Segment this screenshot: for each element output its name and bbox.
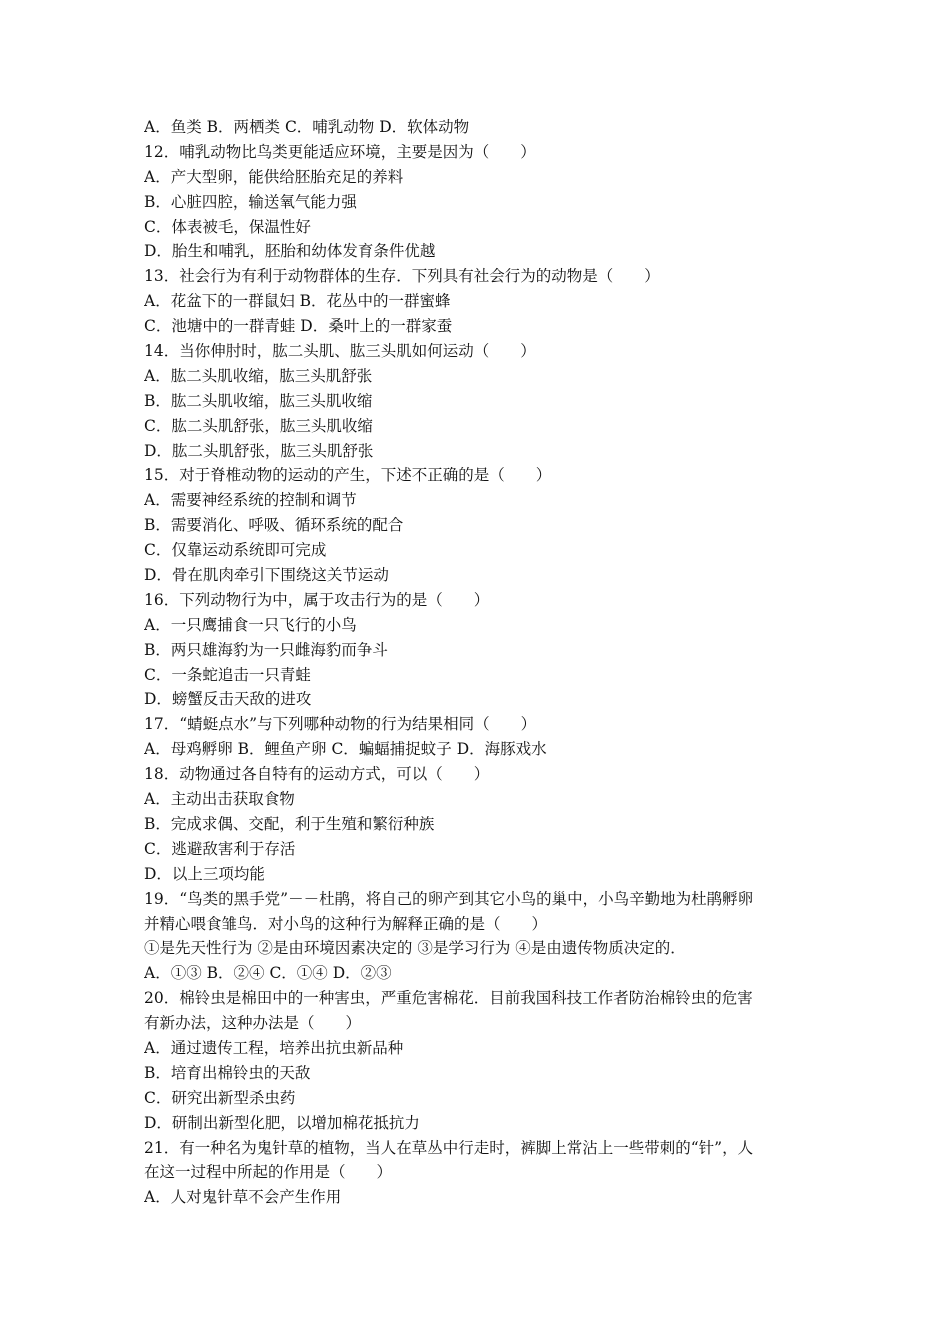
- q14-option-d: D．肱二头肌舒张，肱三头肌舒张: [144, 441, 374, 460]
- q13-options-ab: A．花盆下的一群鼠妇 B．花丛中的一群蜜蜂: [144, 292, 451, 311]
- q12-option-b: B．心脏四腔，输送氧气能力强: [144, 192, 357, 211]
- q16-option-c: C．一条蛇追击一只青蛙: [144, 665, 311, 684]
- question-12-stem: 12．哺乳动物比鸟类更能适应环境，主要是因为（ ）: [144, 142, 536, 161]
- q15-option-d: D．骨在肌肉牵引下围绕这关节运动: [144, 566, 389, 585]
- q16-option-b: B．两只雄海豹为一只雌海豹而争斗: [144, 640, 388, 659]
- q18-option-c: C．逃避敌害利于存活: [144, 839, 296, 858]
- q19-options: A．①③ B．②④ C．①④ D．②③: [144, 964, 392, 983]
- q15-option-a: A．需要神经系统的控制和调节: [144, 491, 357, 510]
- question-19-stem-line-1: 19．“鸟类的黑手党”－－杜鹃，将自己的卵产到其它小鸟的巢中，小鸟辛勤地为杜鹃孵卵: [144, 889, 754, 908]
- question-19-stem-line-2: 并精心喂食雏鸟．对小鸟的这种行为解释正确的是（ ）: [144, 914, 548, 933]
- q21-option-a: A．人对鬼针草不会产生作用: [144, 1188, 342, 1207]
- q17-options: A．母鸡孵卵 B．鲤鱼产卵 C．蝙蝠捕捉蚊子 D．海豚戏水: [144, 740, 547, 759]
- q12-option-c: C．体表被毛，保温性好: [144, 217, 311, 236]
- q14-option-c: C．肱二头肌舒张，肱三头肌收缩: [144, 416, 373, 435]
- question-13-stem: 13．社会行为有利于动物群体的生存．下列具有社会行为的动物是（ ）: [144, 267, 660, 286]
- question-21-stem-line-2: 在这一过程中所起的作用是（ ）: [144, 1163, 393, 1182]
- question-18-stem: 18．动物通过各自特有的运动方式，可以（ ）: [144, 765, 490, 784]
- q12-option-d: D．胎生和哺乳，胚胎和幼体发育条件优越: [144, 242, 436, 261]
- q14-option-b: B．肱二头肌收缩，肱三头肌收缩: [144, 391, 373, 410]
- q20-option-c: C．研究出新型杀虫药: [144, 1088, 296, 1107]
- q18-option-b: B．完成求偶、交配，利于生殖和繁衍种族: [144, 814, 435, 833]
- q15-option-b: B．需要消化、呼吸、循环系统的配合: [144, 516, 404, 535]
- q18-option-d: D．以上三项均能: [144, 864, 265, 883]
- q20-option-b: B．培育出棉铃虫的天敌: [144, 1063, 311, 1082]
- q14-option-a: A．肱二头肌收缩，肱三头肌舒张: [144, 366, 373, 385]
- q18-option-a: A．主动出击获取食物: [144, 790, 295, 809]
- question-20-stem-line-1: 20．棉铃虫是棉田中的一种害虫，严重危害棉花．目前我国科技工作者防治棉铃虫的危害: [144, 989, 753, 1008]
- question-14-stem: 14．当你伸肘时，肱二头肌、肱三头肌如何运动（ ）: [144, 342, 536, 361]
- q16-option-a: A．一只鹰捕食一只飞行的小鸟: [144, 615, 357, 634]
- q19-statements: ①是先天性行为 ②是由环境因素决定的 ③是学习行为 ④是由遗传物质决定的．: [144, 939, 686, 958]
- q20-option-d: D．研制出新型化肥，以增加棉花抵抗力: [144, 1113, 420, 1132]
- q16-option-d: D．螃蟹反击天敌的进攻: [144, 690, 312, 709]
- q13-options-cd: C．池塘中的一群青蛙 D．桑叶上的一群家蚕: [144, 317, 453, 336]
- question-17-stem: 17．“蜻蜓点水”与下列哪种动物的行为结果相同（ ）: [144, 715, 537, 734]
- question-16-stem: 16．下列动物行为中，属于攻击行为的是（ ）: [144, 590, 490, 609]
- q15-option-c: C．仅靠运动系统即可完成: [144, 541, 327, 560]
- option-line-q11: A．鱼类 B．两栖类 C．哺乳动物 D．软体动物: [144, 118, 470, 136]
- question-20-stem-line-2: 有新办法，这种办法是（ ）: [144, 1014, 362, 1033]
- question-text-block: [144, 115, 809, 1210]
- question-21-stem-line-1: 21．有一种名为鬼针草的植物，当人在草丛中行走时，裤脚上常沾上一些带刺的“针”，人: [144, 1138, 754, 1157]
- q20-option-a: A．通过遗传工程，培养出抗虫新品种: [144, 1038, 404, 1057]
- q12-option-a: A．产大型卵，能供给胚胎充足的养料: [144, 167, 404, 186]
- question-15-stem: 15．对于脊椎动物的运动的产生，下述不正确的是（ ）: [144, 466, 552, 485]
